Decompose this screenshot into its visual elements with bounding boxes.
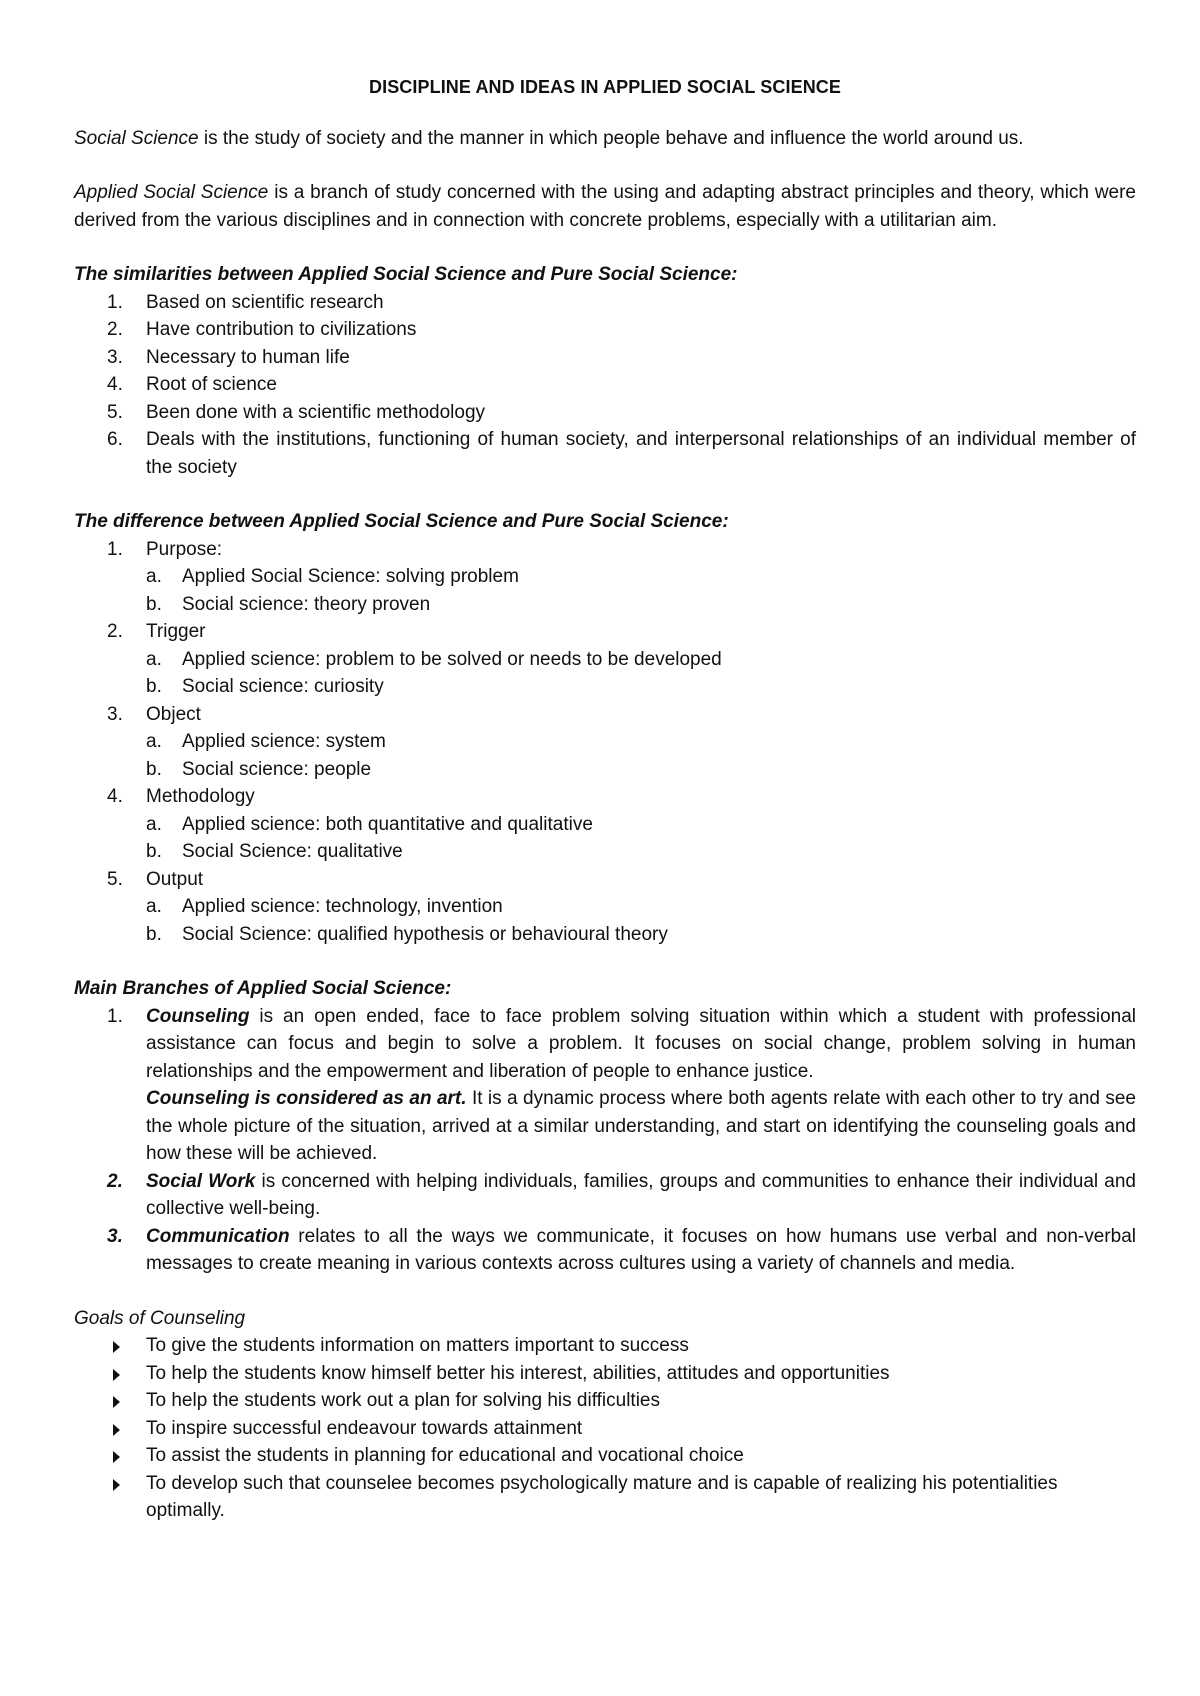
goals-list — [74, 1332, 1136, 1525]
list-item — [74, 1387, 1136, 1415]
list-item — [74, 1003, 1136, 1168]
sub-list-item — [146, 673, 1136, 701]
difference-label: Object — [146, 703, 201, 725]
difference-label: Purpose: — [146, 538, 223, 560]
counseling-art-text: It is a dynamic process where both agents relate with each other to try and see the whole picture of the situation, arrived at a similar understanding, and start on identifying the counseling goals and how these will be achieved. — [146, 1088, 1137, 1164]
list-item-text: Been done with a scientific methodology — [146, 401, 486, 423]
list-item — [74, 1332, 1136, 1360]
sub-list-item — [146, 728, 1136, 756]
triangle-bullet-icon — [113, 1424, 120, 1436]
counseling-art — [146, 1085, 1136, 1168]
differences-list — [74, 536, 1136, 949]
sub-letter: b. — [146, 593, 162, 615]
list-item-text: Root of science — [146, 374, 277, 395]
difference-label: Output — [146, 868, 204, 890]
triangle-bullet-icon — [113, 1396, 120, 1408]
list-item — [74, 371, 1136, 399]
sub-list — [146, 811, 1136, 866]
communication-text: relates to all the ways we communicate, it focuses on how humans use verbal and non-verbal messages to create meaning in various contexts across cultures using a variety of channels and media. — [146, 1225, 1136, 1274]
list-number: 1. — [107, 538, 123, 560]
sub-list — [146, 563, 1136, 618]
sub-text: Social science: curiosity — [182, 676, 384, 697]
document-page — [74, 74, 1136, 1525]
sub-text: Applied science: both quantitative and qualitative — [182, 813, 593, 835]
list-item-text: Have contribution to civilizations — [146, 319, 417, 340]
sub-letter: a. — [146, 731, 162, 752]
goal-text: To help the students know himself better his interest, abilities, attitudes and opportunities — [146, 1362, 890, 1384]
triangle-bullet-icon — [113, 1479, 120, 1491]
list-item — [74, 399, 1136, 427]
goal-text: To help the students work out a plan for solving his difficulties — [146, 1390, 660, 1411]
list-item — [74, 1442, 1136, 1470]
goals-heading: Goals of Counseling — [74, 1307, 246, 1329]
list-item-text: Based on scientific research — [146, 291, 384, 313]
sub-list-item — [146, 756, 1136, 784]
counseling-art-term: Counseling is considered as an art. — [146, 1088, 467, 1109]
sub-letter: a. — [146, 648, 162, 670]
list-number: 2. — [107, 319, 123, 340]
counseling-text: is an open ended, face to face problem solving situation within which a student with professional assistance can focus and begin to solve a problem. It focuses on social change, problem solving in human relationships and the empowerment and liberation of people to enhance justice. — [146, 1005, 1136, 1082]
sub-letter: a. — [146, 813, 162, 835]
difference-label: Trigger — [146, 621, 206, 642]
counseling-definition — [146, 1003, 1136, 1086]
goal-text: To inspire successful endeavour towards attainment — [146, 1417, 583, 1439]
list-item — [74, 618, 1136, 701]
social-work-text: is concerned with helping individuals, families, groups and communities to enhance their individual and collective well-being. — [146, 1170, 1137, 1219]
applied-social-science-text: is a branch of study concerned with the using and adapting abstract principles and theory, which were derived from the various disciplines and in connection with concrete problems, especially with a utilitarian aim. — [74, 182, 1136, 231]
list-item — [74, 701, 1136, 784]
list-number: 4. — [107, 786, 123, 807]
goal-text: To give the students information on matters important to success — [146, 1335, 689, 1356]
document-title: DISCIPLINE AND IDEAS IN APPLIED SOCIAL SCIENCE — [369, 77, 841, 97]
sub-list-item — [146, 893, 1136, 921]
list-item — [74, 289, 1136, 317]
social-work-term: Social Work — [146, 1170, 256, 1192]
list-item-text: Necessary to human life — [146, 346, 350, 368]
list-number: 3. — [107, 703, 123, 725]
list-item — [74, 426, 1136, 481]
sub-letter: a. — [146, 566, 162, 587]
sub-text: Social science: theory proven — [182, 593, 431, 615]
sub-list — [146, 728, 1136, 783]
list-item — [74, 1470, 1136, 1525]
counseling-term: Counseling — [146, 1005, 250, 1027]
sub-letter: b. — [146, 758, 162, 780]
similarities-list — [74, 289, 1136, 482]
sub-letter: b. — [146, 923, 162, 945]
sub-list-item — [146, 591, 1136, 619]
list-number: 5. — [107, 401, 123, 423]
list-item — [74, 1360, 1136, 1388]
sub-letter: a. — [146, 896, 162, 917]
sub-text: Social Science: qualitative — [182, 841, 403, 862]
sub-list — [146, 893, 1136, 948]
sub-list — [146, 646, 1136, 701]
sub-text: Applied science: system — [182, 731, 386, 752]
list-item — [74, 1223, 1136, 1278]
sub-list-item — [146, 563, 1136, 591]
list-item — [74, 1168, 1136, 1223]
similarities-heading: The similarities between Applied Social Science and Pure Social Science: — [74, 264, 738, 285]
list-item-text: Deals with the institutions, functioning of human society, and interpersonal relationships of an individual member of the society — [146, 429, 1136, 478]
branches-heading: Main Branches of Applied Social Science: — [74, 978, 452, 999]
sub-letter: b. — [146, 841, 162, 862]
list-number: 6. — [107, 429, 123, 450]
difference-label: Methodology — [146, 786, 255, 807]
list-number: 4. — [107, 374, 123, 395]
social-science-term: Social Science — [74, 127, 199, 149]
list-number: 3. — [107, 1225, 123, 1247]
sub-text: Social Science: qualified hypothesis or behavioural theory — [182, 923, 668, 945]
sub-text: Applied science: technology, invention — [182, 896, 503, 917]
sub-list-item — [146, 646, 1136, 674]
sub-text: Applied science: problem to be solved or needs to be developed — [182, 648, 722, 670]
sub-text: Social science: people — [182, 758, 372, 780]
list-number: 5. — [107, 868, 123, 890]
sub-text: Applied Social Science: solving problem — [182, 566, 519, 587]
list-item — [74, 316, 1136, 344]
sub-letter: b. — [146, 676, 162, 697]
triangle-bullet-icon — [113, 1369, 120, 1381]
sub-list-item — [146, 811, 1136, 839]
differences-heading: The difference between Applied Social Science and Pure Social Science: — [74, 511, 729, 532]
list-item — [74, 783, 1136, 866]
triangle-bullet-icon — [113, 1451, 120, 1463]
applied-social-science-term: Applied Social Science — [74, 182, 269, 203]
sub-list-item — [146, 921, 1136, 949]
sub-list-item — [146, 838, 1136, 866]
list-item — [74, 344, 1136, 372]
applied-social-science-definition — [74, 179, 1136, 234]
goal-text: To develop such that counselee becomes psychologically mature and is capable of realizing his potentialities optimally. — [146, 1472, 1058, 1521]
list-number: 1. — [107, 1005, 123, 1027]
communication-term: Communication — [146, 1225, 290, 1247]
list-number: 2. — [107, 621, 123, 642]
list-item — [74, 866, 1136, 949]
list-number: 1. — [107, 291, 123, 313]
goal-text: To assist the students in planning for educational and vocational choice — [146, 1445, 744, 1466]
list-item — [74, 1415, 1136, 1443]
list-item — [74, 536, 1136, 619]
triangle-bullet-icon — [113, 1341, 120, 1353]
social-science-text: is the study of society and the manner in which people behave and influence the world around us. — [198, 127, 1024, 149]
branches-list — [74, 1003, 1136, 1278]
list-number: 2. — [107, 1170, 123, 1192]
list-number: 3. — [107, 346, 123, 368]
social-science-definition — [74, 125, 1136, 153]
